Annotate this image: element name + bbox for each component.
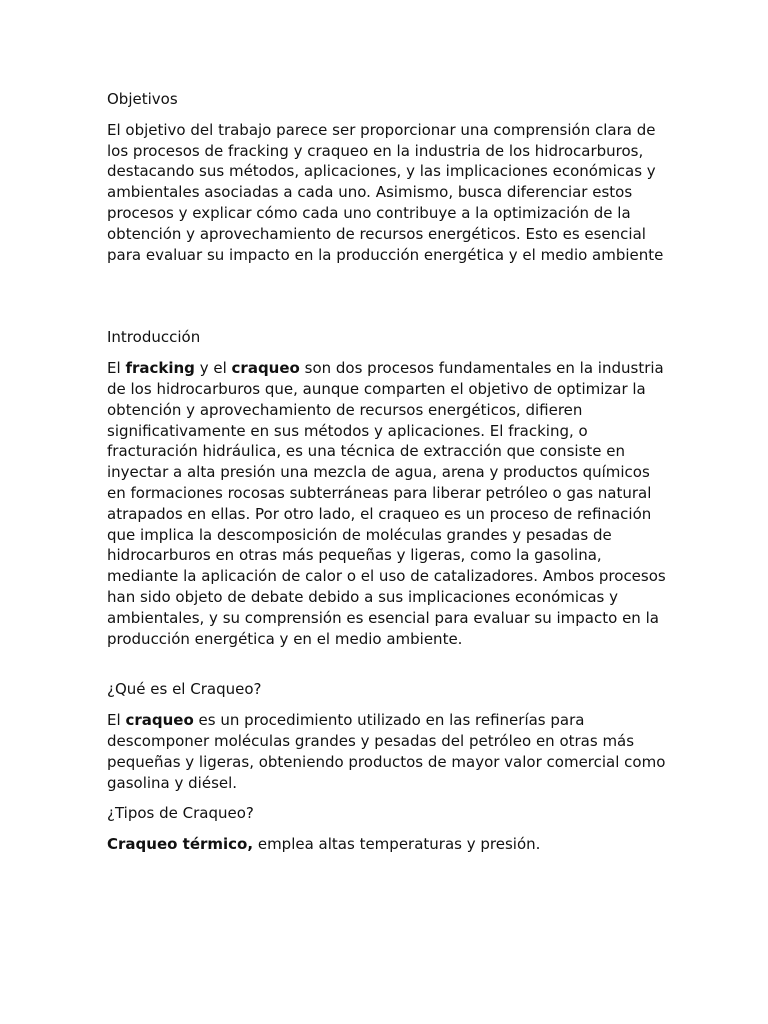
section-heading-tipos: ¿Tipos de Craqueo? (107, 804, 254, 823)
objetivos-paragraph: El objetivo del trabajo parece ser proporcionar una comprensión clara de los procesos de fracking y craqueo en la industria de los hidrocarburos, destacando sus métodos, aplicaciones, y las implicaciones económicas y ambientales asociadas a cada uno. Asimismo, busca diferenciar estos procesos y explicar cómo cada uno contribuye a la optimización de la obtención y aprovechamiento de recursos energéticos. Esto es esencial para evaluar su impacto en la producción energética y el medio ambiente (107, 120, 664, 264)
que-es-paragraph (107, 710, 667, 793)
text-run: El (107, 359, 121, 378)
bold-term-fracking: fracking (125, 359, 195, 378)
document-page (107, 89, 667, 855)
text-run: es un procedimiento utilizado en las refinerías para descomponer moléculas grandes y pesadas del petróleo en otras más pequeñas y ligeras, obteniendo productos de mayor valor comercial como gasolina y diésel. (107, 711, 666, 792)
section-heading-objetivos: Objetivos (107, 90, 178, 108)
text-run: y el (199, 359, 227, 378)
bold-term-craqueo: craqueo (231, 359, 300, 378)
section-heading-introduccion: Introducción (107, 328, 201, 347)
text-run: emplea altas temperaturas y presión. (257, 835, 541, 854)
section-heading-que-es-craqueo: ¿Qué es el Craqueo? (107, 680, 262, 699)
introduccion-paragraph (107, 358, 667, 649)
tipos-paragraph (107, 834, 667, 855)
text-run: son dos procesos fundamentales en la industria de los hidrocarburos que, aunque comparten el objetivo de optimizar la obtención y aprovechamiento de recursos energéticos, difieren significativamente en sus métodos y aplicaciones. El fracking, o fracturación hidráulica, es una técnica de extracción que consiste en inyectar a alta presión una mezcla de agua, arena y productos químicos en formaciones rocosas subterráneas para liberar petróleo o gas natural atrapados en ellas. Por otro lado, el craqueo es un proceso de refinación que implica la descomposición de moléculas grandes y pesadas de hidrocarburos en otras más pequeñas y ligeras, como la gasolina, mediante la aplicación de calor o el uso de catalizadores. Ambos procesos han sido objeto de debate debido a sus implicaciones económicas y ambientales, y su comprensión es esencial para evaluar su impacto en la producción energética y en el medio ambiente. (107, 359, 666, 648)
text-run: El (107, 711, 121, 730)
bold-term-craqueo: craqueo (125, 711, 194, 730)
bold-term-craqueo-termico: Craqueo térmico, (107, 835, 254, 854)
